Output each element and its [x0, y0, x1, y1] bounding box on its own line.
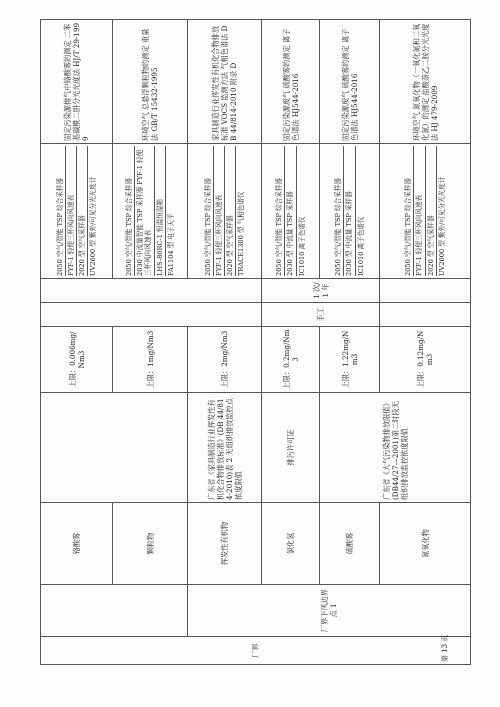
limit-cell: 上限：1mg/Nm3	[113, 327, 188, 393]
rotated-table-wrapper	[40, 20, 470, 665]
method-cell: 固定污染源废气 硫酸雾的测定 离子色谱法 HJ544-2016	[320, 20, 380, 144]
equipment-cell	[188, 144, 262, 279]
limit-cell: 上限：0.2mg/Nm3	[262, 327, 320, 393]
std-cell-empty	[41, 393, 188, 503]
freq-cell: 1 次/1 年	[262, 279, 380, 303]
equipment-cell	[380, 144, 471, 279]
equipment-line: UV2600 型 紫外/可见分光光度计	[89, 176, 98, 276]
equipment-line: 2050 空气/智能 TSP 综合采样器	[274, 146, 285, 276]
method-cell: 家具制造行业挥发性有机化合物排放标准 VOCS 监测方法 气相色谱法 DB 44/814-2010 附录 D	[188, 20, 262, 144]
equipment-cell	[262, 144, 320, 279]
equipment-line: 2020 型 空气采样器	[426, 146, 437, 276]
equipment-line: IC1010 离子色谱仪	[297, 216, 306, 276]
method-cell: 环境空气 氮氧化物（一氧化氮和二氧化氮）的测定 盐酸萘乙二胺分光光度法 HJ 479-2009	[380, 20, 471, 144]
side-label: 厂界	[41, 637, 471, 665]
equipment-line: 2020 型 空气采样器	[225, 146, 236, 276]
equipment-line: LHS-80RC-1 恒温恒湿箱	[155, 146, 166, 276]
equipment-cell	[41, 144, 113, 279]
monitoring-table	[40, 19, 471, 665]
table-row	[380, 20, 471, 665]
equipment-line: 2050 空气/智能 TSP 综合采样器	[403, 146, 414, 276]
point-cell: 厂界下风边界点 1	[188, 585, 471, 637]
equipment-line: IC1010 离子色谱仪	[356, 216, 365, 276]
equipment-line: FA1104 型 电子天平	[166, 213, 175, 276]
mode-cell-empty	[41, 303, 262, 327]
page-number: 第 13 页	[441, 634, 449, 662]
method-cell: 固定污染源废气 硫酸雾的测定 离子色谱法 HJ544-2016	[262, 20, 320, 144]
equipment-line: 2030 型 中流量 TSP 采样器	[285, 146, 296, 276]
method-cell: 环境空气 总悬浮颗粒物的测定 重量法 GB/T 15432-1995	[113, 20, 188, 144]
item-cell: 挥发性有机物	[188, 503, 262, 585]
std-cell: 广东省《家具制造行业挥发性有机化合物排放标准》(DB 44/814-2010)表 2 无组织排放监控点浓度限值	[188, 393, 262, 503]
equipment-line: UV2600 型 紫外/可见分光光度计	[437, 176, 446, 276]
std-cell: 广东省《大气污染物排放限值》(DB44/27—2001)第二时段无组织排放监控浓度限值	[320, 393, 471, 503]
equipment-cell	[113, 144, 188, 279]
equipment-line: FYF-1 轻便三杯风向风速表	[214, 146, 225, 276]
limit-cell: 上限：0.12mg/Nm3	[380, 327, 471, 393]
equipment-line: 2050 空气/智能 TSP 综合采样器	[124, 146, 135, 276]
mode-cell: 手工	[262, 303, 380, 327]
equipment-cell	[320, 144, 380, 279]
freq-cell-empty	[380, 279, 471, 303]
equipment-line: 2050 空气/智能 TSP 综合采样器	[333, 146, 344, 276]
equipment-line: FYF-1 轻便三杯风向风速表	[414, 146, 425, 276]
equipment-line: TRACE1300 型 气相色谱仪	[237, 191, 246, 276]
limit-cell: 上限：2mg/Nm3	[188, 327, 262, 393]
freq-cell-empty	[41, 279, 262, 303]
table-row	[113, 20, 188, 665]
equipment-line: FYF-1 轻便三杯风向风速表	[66, 146, 77, 276]
item-cell: 氮氧化物	[380, 503, 471, 585]
item-cell: 颗粒物	[113, 503, 188, 585]
limit-cell: 上限：0.006mg/Nm3	[41, 327, 113, 393]
method-cell: 固定污染源排气中铬酸雾的测定 二苯基碳酰二肼分光光度法 HJ/T 29-1999	[41, 20, 113, 144]
limit-cell: 上限：1.22mg/Nm3	[320, 327, 380, 393]
table-row	[320, 20, 380, 665]
equipment-line: 2050 空气/智能 TSP 综合采样器	[203, 146, 214, 276]
item-cell: 硫酸雾	[320, 503, 380, 585]
item-cell: 铬酸雾	[41, 503, 113, 585]
item-cell: 氯化氢	[262, 503, 320, 585]
table-row	[188, 20, 262, 665]
table-row	[262, 20, 320, 665]
mode-cell-empty	[380, 303, 471, 327]
equipment-line: 2050 空气/智能 TSP 综合采样器	[55, 146, 66, 276]
table-row	[41, 20, 113, 665]
std-group-cell: 排污许可证	[262, 393, 320, 503]
equipment-line: 2020 型 空气采样器	[77, 146, 88, 276]
point-cell-empty	[41, 585, 188, 637]
equipment-line: 2030 中流量智能 TSP 采样器 FYF-1 轻便三杯风向风速表	[135, 146, 154, 276]
equipment-line: 2030 型 中流量 TSP 采样器	[344, 146, 355, 276]
